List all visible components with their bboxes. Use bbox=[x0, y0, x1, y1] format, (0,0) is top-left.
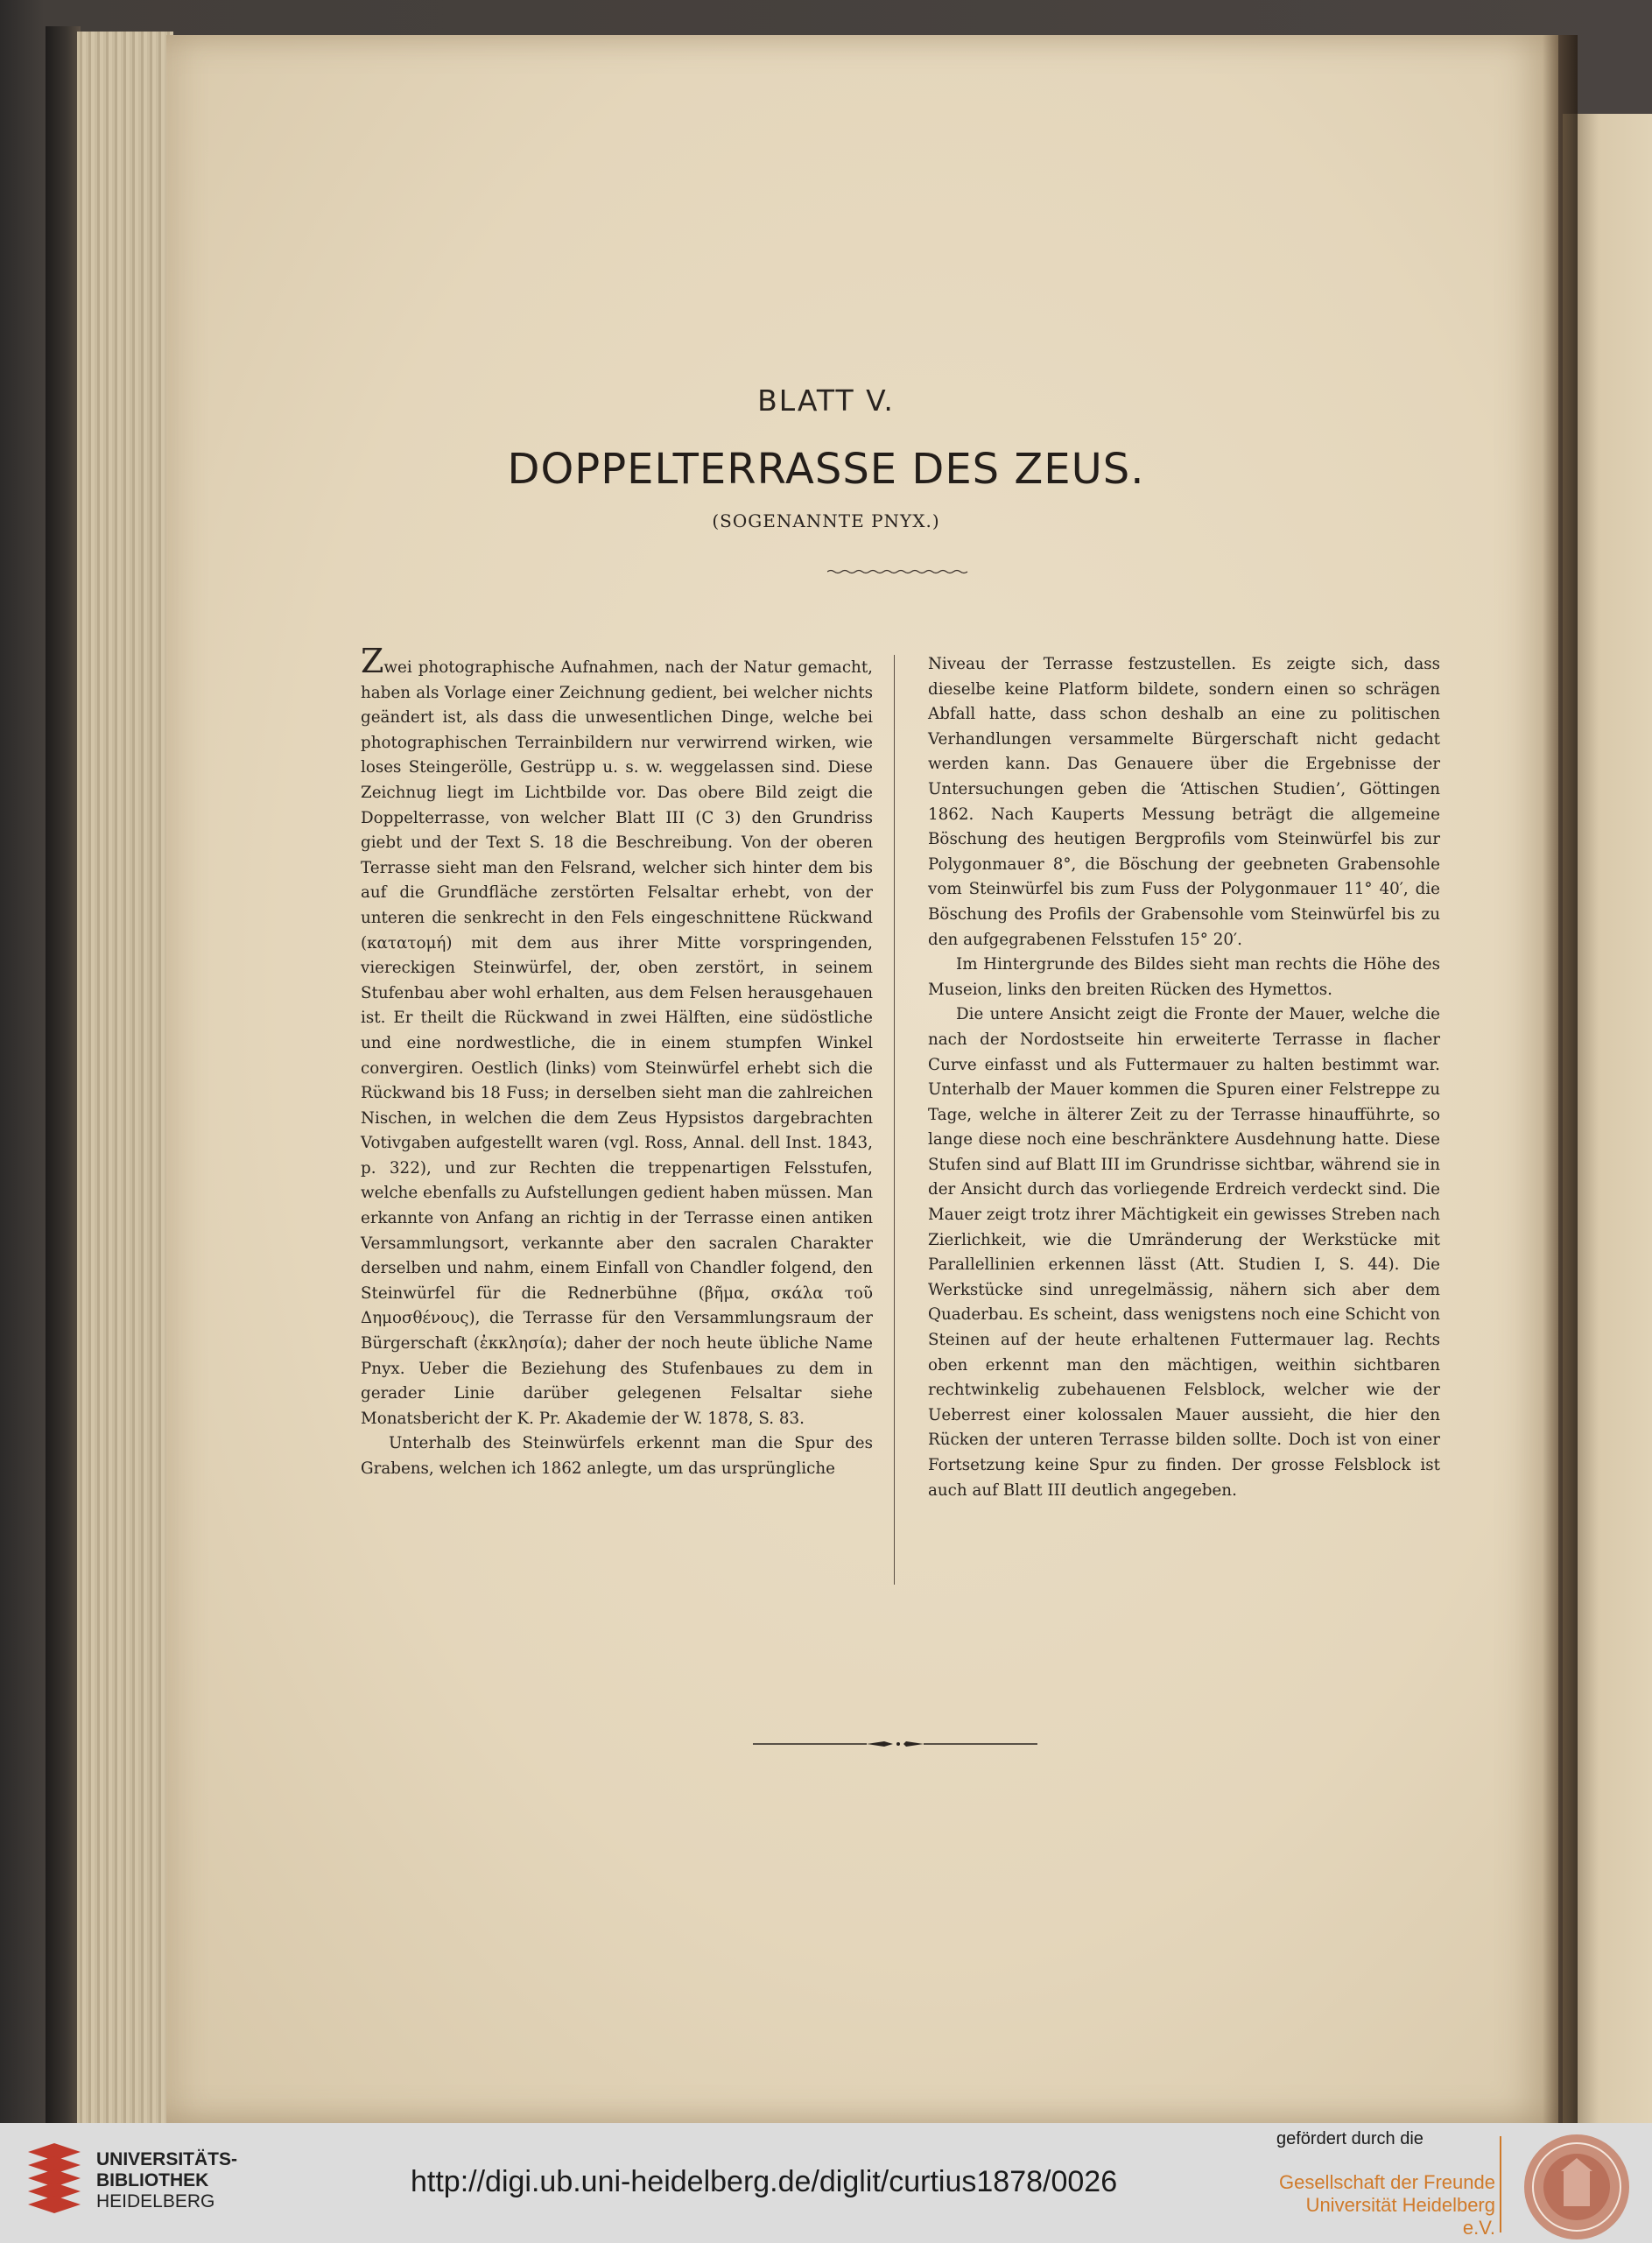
left-text-column bbox=[361, 642, 873, 1482]
society-name-line: Gesellschaft der Freunde bbox=[1278, 2171, 1495, 2193]
society-name bbox=[1276, 2171, 1495, 2239]
paragraph: Niveau der Terrasse festzustellen. Es zeigte sich, dass dieselbe keine Platform bildete, sondern einen so schrägen Abfall hatte, dass schon deshalb an eine zu politischen Verhandlungen versammelte Bürgerschaft nicht gedacht werden kann. Das Genauere über die Ergebnisse der Untersuchungen geben die ‘Attischen Studien’, Göttingen 1862. Nach Kauperts Messung beträgt die allgemeine Böschung des heutigen Bergprofils vom Steinwürfel bis zur Polygonmauer 8°, die Böschung der geebneten Grabensohle vom Steinwürfel bis zum Fuss der Polygonmauer 11° 40′, die Böschung des Profils der Grabensohle vom Steinwürfel bis zu den aufgegrabenen Felsstufen 15° 20′. bbox=[928, 655, 1440, 949]
university-seal-icon bbox=[1522, 2132, 1632, 2242]
funded-by-label: gefördert durch die bbox=[1276, 2129, 1424, 2148]
plate-number: BLATT V. bbox=[757, 383, 895, 418]
book-cover-edge bbox=[46, 26, 81, 2123]
paragraph-text: wei photographische Aufnahmen, nach der Natur gemacht, haben als Vorlage einer Zeichnung gedient, bei welcher nichts geändert ist, als dass die unwesentlichen Dinge, welche bei photographischen Terrainbildern nur verwirrend wirken, wie loses Steingerölle, Gestrüpp u. s. w. weggelassen sind. Diese Zeichnug liegt im Lichtbilde vor. Das obere Bild zeigt die Doppelterrasse, von welcher Blatt III (C 3) den Grundriss giebt und der Text S. 18 die Beschreibung. Von der oberen Terrasse sieht man den Felsrand, welcher sich hinter dem bis auf die Grundfläche zerstörten Felsaltar erhebt, von der unteren die senkrecht in den Fels eingeschnittene Rückwand (κατατομή) mit dem aus ihrer Mitte vorspringenden, viereckigen Steinwürfel, der, oben zerstört, in seinem Stufenbau aber wohl erhalten, aus dem Felsen herausgehauen ist. Er theilt die Rückwand in zwei Hälften, eine südöstliche und eine nordwestliche, die in einem stumpfen Winkel convergiren. Oestlich (links) vom Steinwürfel erhebt sich die Rückwand bis 18 Fuss; in derselben sieht man die zahlreichen Nischen, in welchen die dem Zeus Hypsistos dargebrachten Votivgaben aufgestellt waren (vgl. Ross, Annal. dell Inst. 1843, p. 322), und zur Rechten die treppenartigen Felsstufen, welche ebenfalls zu Aufstellungen gedient haben müssen. Man erkannte von Anfang an richtig in der Terrasse einen antiken Versammlungsort, verkannte aber den sacralen Charakter derselben und nahm, einem Einfall von Chandler folgend, den Steinwürfel für die Rednerbühne (βῆμα, σκάλα τοῦ Δημοσθένους), die Terrasse für den Versammlungsraum der Bürgerschaft (ἐκκλησία); daher der noch heute übliche Name Pnyx. Ueber die Beziehung des Stufenbaues zu dem in gerader Linie darüber gelegenen Felsaltar siehe Monatsbericht der K. Pr. Akademie der W. 1878, S. 83. bbox=[361, 658, 873, 1428]
end-ornament bbox=[753, 1740, 1037, 1748]
document-url-link[interactable]: http://digi.ub.uni-heidelberg.de/diglit/curtius1878/0026 bbox=[411, 2165, 1118, 2198]
paragraph: Die untere Ansicht zeigt die Fronte der Mauer, welche die nach der Nordostseite hin erweiterte Terrasse in flacher Curve einfasst und als Futtermauer zu halten bestimmt war. Unterhalb der Mauer kommen die Spuren einer Felstreppe zu Tage, welche in älterer Zeit zu der Terrasse hinaufführte, so lange diese noch eine beschränktere Ausdehnung hatte. Diese Stufen sind auf Blatt III im Grundrisse sichtbar, während sie in der Ansicht durch das vorliegende Erdreich verdeckt sind. Die Mauer zeigt trotz ihrer Mächtigkeit ein gewisses Streben nach Zierlichkeit, wie die Umränderung der Werkstücke mit Parallellinien erkennen lässt (Att. Studien I, S. 44). Die Werkstücke sind unregelmässig, nähern sich aber dem Quaderbau. Es scheint, dass wenigstens noch eine Schicht von Steinen auf der heute erhaltenen Futtermauer lag. Rechts oben erkennt man den mächtigen, weithin sichtbaren rechtwinkelig zubehauenen Felsblock, welcher wie der Ueberrest einer kolossalen Mauer aussieht, die hier den Rücken der unteren Terrasse bilden sollte. Doch ist von einer Fortsetzung keine Spur zu finden. Der grosse Felsblock ist auch auf Blatt III deutlich angegeben. bbox=[928, 1005, 1440, 1500]
column-divider bbox=[894, 655, 895, 1585]
society-name-line: Universität Heidelberg e.V. bbox=[1305, 2194, 1495, 2239]
library-name bbox=[96, 2149, 237, 2212]
page-edges bbox=[77, 32, 173, 2123]
paragraph bbox=[361, 642, 873, 1431]
paragraph: Unterhalb des Steinwürfels erkennt man die Spur des Grabens, welchen ich 1862 anlegte, um das ursprüngliche bbox=[361, 1434, 873, 1478]
page-title: DOPPELTERRASSE DES ZEUS. bbox=[507, 445, 1145, 494]
wave-ornament bbox=[827, 569, 972, 574]
library-name-line: HEIDELBERG bbox=[96, 2191, 215, 2211]
university-library-logo-icon bbox=[19, 2143, 89, 2222]
page-gutter-shadow bbox=[1543, 35, 1578, 2123]
right-text-column bbox=[928, 652, 1440, 1503]
paragraph: Im Hintergrunde des Bildes sieht man rechts die Höhe des Museion, links den breiten Rücken des Hymettos. bbox=[928, 955, 1440, 999]
library-name-line: UNIVERSITÄTS- bbox=[96, 2149, 238, 2169]
drop-cap: Z bbox=[361, 642, 384, 680]
footer-separator bbox=[1500, 2136, 1501, 2232]
page-subtitle: (SOGENANNTE PNYX.) bbox=[712, 510, 940, 531]
library-name-line: BIBLIOTHEK bbox=[96, 2170, 209, 2190]
